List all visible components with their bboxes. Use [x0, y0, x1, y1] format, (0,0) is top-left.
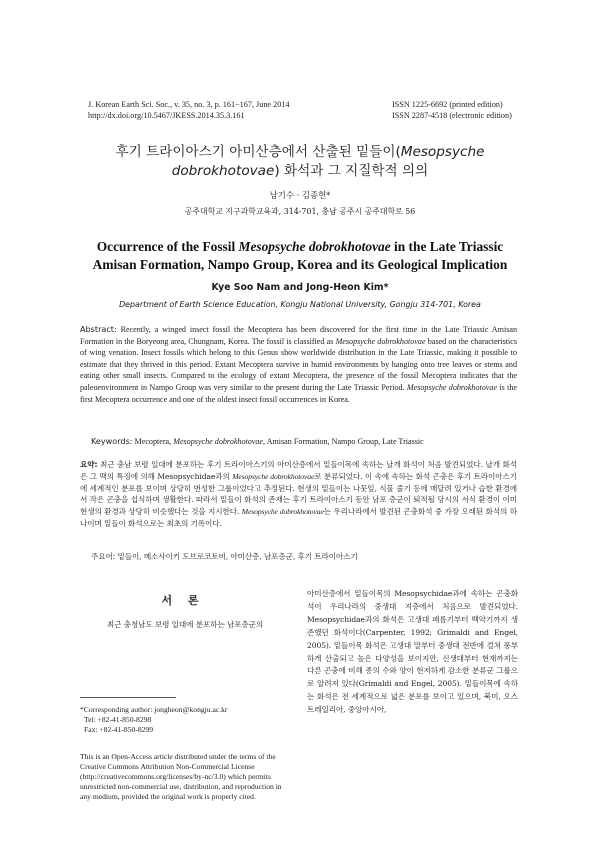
issn-block [392, 99, 512, 121]
keywords-label: Keywords: [91, 436, 133, 446]
english-title [0, 238, 600, 274]
english-affiliation: Department of Earth Science Education, Kongju National University, Gongju 314-701, Korea [119, 300, 481, 309]
telephone: Tel: +82-41-850-8298 [84, 715, 152, 724]
journal-line: J. Korean Earth Sci. Soc., v. 35, no. 3, p. 161−167, June 2014 [88, 100, 290, 109]
korean-affiliation: 공주대학교 지구과학교육과, 314-701, 충남 공주시 공주대학로 56 [184, 207, 416, 216]
korean-authors: 남기수 · 김종헌* [269, 190, 331, 200]
intro-heading: 서 론 [161, 594, 205, 607]
korean-abstract-label: 요약: [80, 460, 98, 469]
korean-abstract: 요약: 최근 충남 보령 일대에 분포하는 후기 트라이아스기의 아미산층에서 밑들이목에 속하는 날개 화석이 처음 발견되었다. 날개 화석은 그 맥의 특징에 의해 Mesopsychidae과의 Mesopsyche dobrokhotovae로 분류되었다. 이 속에 속하는 화석 곤충은 후기 트라이아스기에 세계적인 분포를 보이며 상당히 번성한 그룹이었다고 추정된다. 현생의 밑들이는 나뭇잎, 식물 줄기 등에 매달려 있거나 습한 환경에서 작은 곤충을 섭식하며 생활한다. 따라서 밑들이 화석의 존재는 후기 트라이아스기 동안 남포 층군이 퇴적될 당시의 서식 환경이 이미 현생의 환경과 상당히 비슷했다는 것을 지시한다. Mesopsyche dobrokhotovae는 우리나라에서 발견된 곤충화석 중 가장 오래된 화석의 하나이며 밑들이 화석으로는 최초의 기록이다. [80, 460, 517, 528]
footnote-contact [80, 705, 290, 735]
korean-title-line-2: dobrokhotovae) 화석과 그 지질학적 의의 [171, 163, 429, 179]
intro-left-line: 최근 충청남도 보령 일대에 분포하는 남포층군의 [106, 620, 264, 629]
doi-line: http://dx.doi.org/10.5467/JKESS.2014.35.3.161 [88, 111, 245, 120]
abstract: Abstract: Recently, a winged insect fossil the Mecoptera has been discovered for the first time in the Late Triassic Amisan Formation in the Boryeong area, Chungnam, Korea. The fossil is classified as Mesopsyche dobrokhotovae based on the characteristics of wing venation. Insect fossils which belong to this Genus show worldwide distribution in the Late Triassic, making it possible to estimate that they thrived in this period. Extant Mecoptera survive in humid environments by hanging onto tree leaves or stems and eating other small insects. Compared to the ecology of extant Mecoptera, the presence of the fossil Mecoptera indicates that the paleoenvironment in Nampo Group was very similar to the present during the Late Triassic Period. Mesopsyche dobrokhotovae is the first Mecoptera occurrence and one of the oldest insect fossil occurrences in Korea. [80, 324, 517, 404]
korean-keywords-label: 주요어: [91, 552, 116, 561]
english-authors: Kye Soo Nam and Jong-Heon Kim* [211, 282, 389, 293]
keywords: Keywords: Mecoptera, Mesopsyche dobrokhotovae, Amisan Formation, Nampo Group, Late Triassic [91, 436, 424, 446]
issn-electronic: ISSN 2287-4518 (electronic edition) [392, 111, 512, 120]
english-title-line-1: Occurrence of the Fossil Mesopsyche dobrokhotovae in the Late Triassic [96, 239, 504, 254]
korean-title [0, 143, 600, 181]
open-access-license: This is an Open-Access article distributed under the terms of the Creative Commons Attribution Non-Commercial License (http://creativecommons.org/licenses/by-nc/3.0) which permits unrestricted non-commercial use, distribution, and reproduction in any medium, provided the original work is properly cited. [80, 752, 282, 801]
english-title-line-2: Amisan Formation, Nampo Group, Korea and its Geological Implication [92, 257, 508, 272]
journal-citation [88, 99, 289, 121]
corresponding-author: *Corresponding author: jongheon@kongju.ac.kr [80, 705, 228, 714]
abstract-label: Abstract: [80, 324, 117, 334]
intro-right-column: 아미산층에서 밑들이목의 Mesopsychidae과에 속하는 곤충화석이 우리나라의 중생대 지층에서 처음으로 발견되었다. Mesopsychidae과의 화석은 고생대 페름기부터 백악기까지 생존했던 화석이다(Carpenter, 1992; Grimaldi and Engel, 2005). 밑들이목 화석은 고생대 말부터 중생대 전반에 걸쳐 풍부하게 산출되고 높은 다양성을 보이지만, 신생대부터 현재까지는 다른 곤충에 비해 종의 수와 양이 현저하게 감소한 분류군 그룹으로 알려져 있다(Grimaldi and Engel, 2005). 밑들이목에 속하는 화석은 전 세계적으로 넓은 분포를 보이고 있으며, 북미, 오스트레일리아, 중앙아시아, [307, 589, 518, 715]
fax: Fax: +82-41-850-8299 [84, 725, 154, 734]
issn-print: ISSN 1225-6692 (printed edition) [392, 100, 503, 109]
footnote-rule [80, 697, 176, 698]
korean-title-line-1: 후기 트라이아스기 아미산층에서 산출된 밑들이(Mesopsyche [115, 144, 485, 160]
korean-keywords: 주요어: 밑들이, 메소사이키 도브로코토비, 아미산층, 남포층군, 후기 트라이아스기 [91, 552, 358, 561]
